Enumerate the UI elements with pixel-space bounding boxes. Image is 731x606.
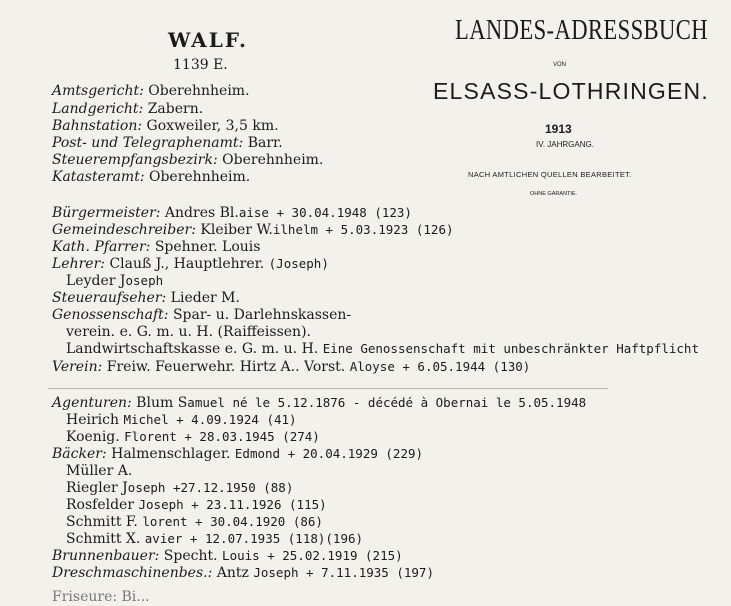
entry-coop (52, 306, 351, 324)
typed-annotation: Edmond + 20.04.1929 (229) (234, 446, 424, 461)
typed-annotation: Joseph + 23.11.1926 (115) (138, 497, 327, 512)
book-jahrgang: IV. JAHRGANG. (536, 140, 594, 149)
entry-mayor (52, 204, 412, 222)
entry-teacher-2 (66, 272, 163, 290)
entry-label: Steueraufseher: (52, 290, 167, 306)
typed-annotation: avier + 12.07.1935 (118)(196) (144, 531, 364, 546)
admin-label: Katasteramt: (52, 169, 145, 185)
entry-agent-2 (66, 411, 297, 429)
entry-brewer (52, 547, 403, 565)
entry-text: Riegler J (66, 480, 128, 496)
entry-text: Koenig. (66, 429, 120, 445)
entry-text: Müller A. (66, 463, 133, 479)
entry-text: Specht. (159, 548, 218, 564)
entry-agent-3 (66, 428, 320, 446)
entry-text: Spehner. Louis (150, 239, 261, 255)
typed-annotation: (Joseph) (268, 256, 329, 271)
entry-text: Heirich (66, 412, 119, 428)
admin-bahnstation (52, 117, 279, 135)
admin-value: Oberehnheim. (143, 83, 250, 99)
book-von: VON (553, 62, 567, 68)
admin-value: Oberehnheim. (217, 152, 324, 168)
entry-baker-5 (66, 513, 323, 531)
admin-label: Post- und Telegraphenamt: (52, 135, 244, 151)
entry-label: Bürgermeister: (52, 205, 161, 221)
entry-clerk (52, 221, 454, 239)
admin-label: Amtsgericht: (52, 83, 144, 99)
entry-text: Blum S (131, 395, 188, 411)
admin-steuer (52, 151, 323, 169)
entry-text: verein. e. G. m. u. H. (Raiffeissen). (66, 324, 311, 340)
book-guarantee: OHNE GARANTIE. (530, 191, 578, 197)
book-year: 1913 (545, 122, 572, 136)
entry-text: Lieder M. (166, 290, 240, 306)
entry-text: Spar- u. Darlehnskassen- (168, 307, 352, 323)
entry-label: Verein: (52, 359, 103, 375)
entry-club (52, 358, 530, 376)
entry-tax-officer (52, 289, 240, 307)
book-region: ELSASS-LOTHRINGEN. (433, 78, 709, 104)
entry-text: Halmenschlager. (106, 446, 231, 462)
entry-agents (52, 394, 586, 412)
entry-baker-3 (66, 479, 293, 497)
admin-value: Barr. (243, 135, 283, 151)
entry-cut-off: Friseure: Bi... (52, 589, 150, 605)
admin-kataster (52, 168, 250, 186)
section-divider (48, 388, 608, 389)
entry-text: Andres Bl. (160, 205, 239, 221)
entry-coop-2 (66, 323, 311, 341)
entry-bakers (52, 445, 423, 463)
admin-post (52, 134, 283, 152)
entry-text: Clauß J., Hauptlehrer. (105, 256, 265, 272)
entry-teacher (52, 255, 329, 273)
entry-label: Lehrer: (52, 256, 105, 272)
book-source: NACH AMTLICHEN QUELLEN BEARBEITET. (468, 170, 632, 179)
entry-text: Antz (212, 565, 249, 581)
entry-text: Leyder J (66, 273, 126, 289)
admin-label: Landgericht: (52, 101, 144, 117)
entry-label: Genossenschaft: (52, 307, 169, 323)
typed-annotation: Aloyse + 6.05.1944 (130) (349, 359, 531, 374)
admin-landgericht (52, 100, 203, 118)
entry-baker-4 (66, 496, 327, 514)
entry-pastor (52, 238, 260, 256)
entry-label: Bäcker: (52, 446, 107, 462)
entry-label: Agenturen: (52, 395, 132, 411)
admin-amtsgericht (52, 82, 250, 100)
admin-label: Bahnstation: (52, 118, 143, 134)
admin-label: Steuerempfangsbezirk: (52, 152, 218, 168)
typed-annotation: oseph +27.12.1950 (88) (127, 480, 294, 495)
entry-text: Landwirtschaftskasse e. G. m. u. H. (66, 341, 319, 357)
book-title: LANDES-ADRESSBUCH (455, 14, 708, 46)
entry-text: Kleiber W. (195, 222, 273, 238)
typed-annotation: Eine Genossenschaft mit unbeschränkter Haftpflicht (322, 341, 699, 356)
admin-value: Zabern. (143, 101, 204, 117)
admin-value: Goxweiler, 3,5 km. (142, 118, 279, 134)
typed-annotation: Louis + 25.02.1919 (215) (222, 548, 403, 563)
entry-baker-6 (66, 530, 363, 548)
typed-annotation: aise + 30.04.1948 (123) (238, 205, 412, 220)
entry-text: Rosfelder (66, 497, 135, 513)
place-code: 1139 E. (173, 57, 228, 73)
entry-label: Kath. Pfarrer: (52, 239, 151, 255)
entry-label: Brunnenbauer: (52, 548, 160, 564)
admin-value: Oberehnheim. (144, 169, 251, 185)
entry-text: Schmitt X. (66, 531, 141, 547)
entry-baker-2 (66, 462, 132, 480)
entry-label: Gemeindeschreiber: (52, 222, 196, 238)
entry-coop-3 (66, 340, 699, 358)
entry-thresher (52, 564, 434, 582)
typed-annotation: oseph (125, 273, 164, 288)
typed-annotation: lorent + 30.04.1920 (86) (142, 514, 323, 529)
entry-label: Dreschmaschinenbes.: (52, 565, 213, 581)
place-name: WALF. (168, 28, 248, 52)
typed-annotation: Florent + 28.03.1945 (274) (124, 429, 320, 444)
entry-text: Schmitt F. (66, 514, 138, 530)
typed-annotation: Joseph + 7.11.1935 (197) (253, 565, 434, 580)
typed-annotation: ilhelm + 5.03.1923 (126) (272, 222, 454, 237)
entry-text: Freiw. Feuerwehr. Hirtz A.. Vorst. (102, 359, 346, 375)
typed-annotation: Michel + 4.09.1924 (41) (123, 412, 297, 427)
typed-annotation: amuel né le 5.12.1876 - décédé à Obernai le 5.05.1948 (187, 395, 587, 410)
